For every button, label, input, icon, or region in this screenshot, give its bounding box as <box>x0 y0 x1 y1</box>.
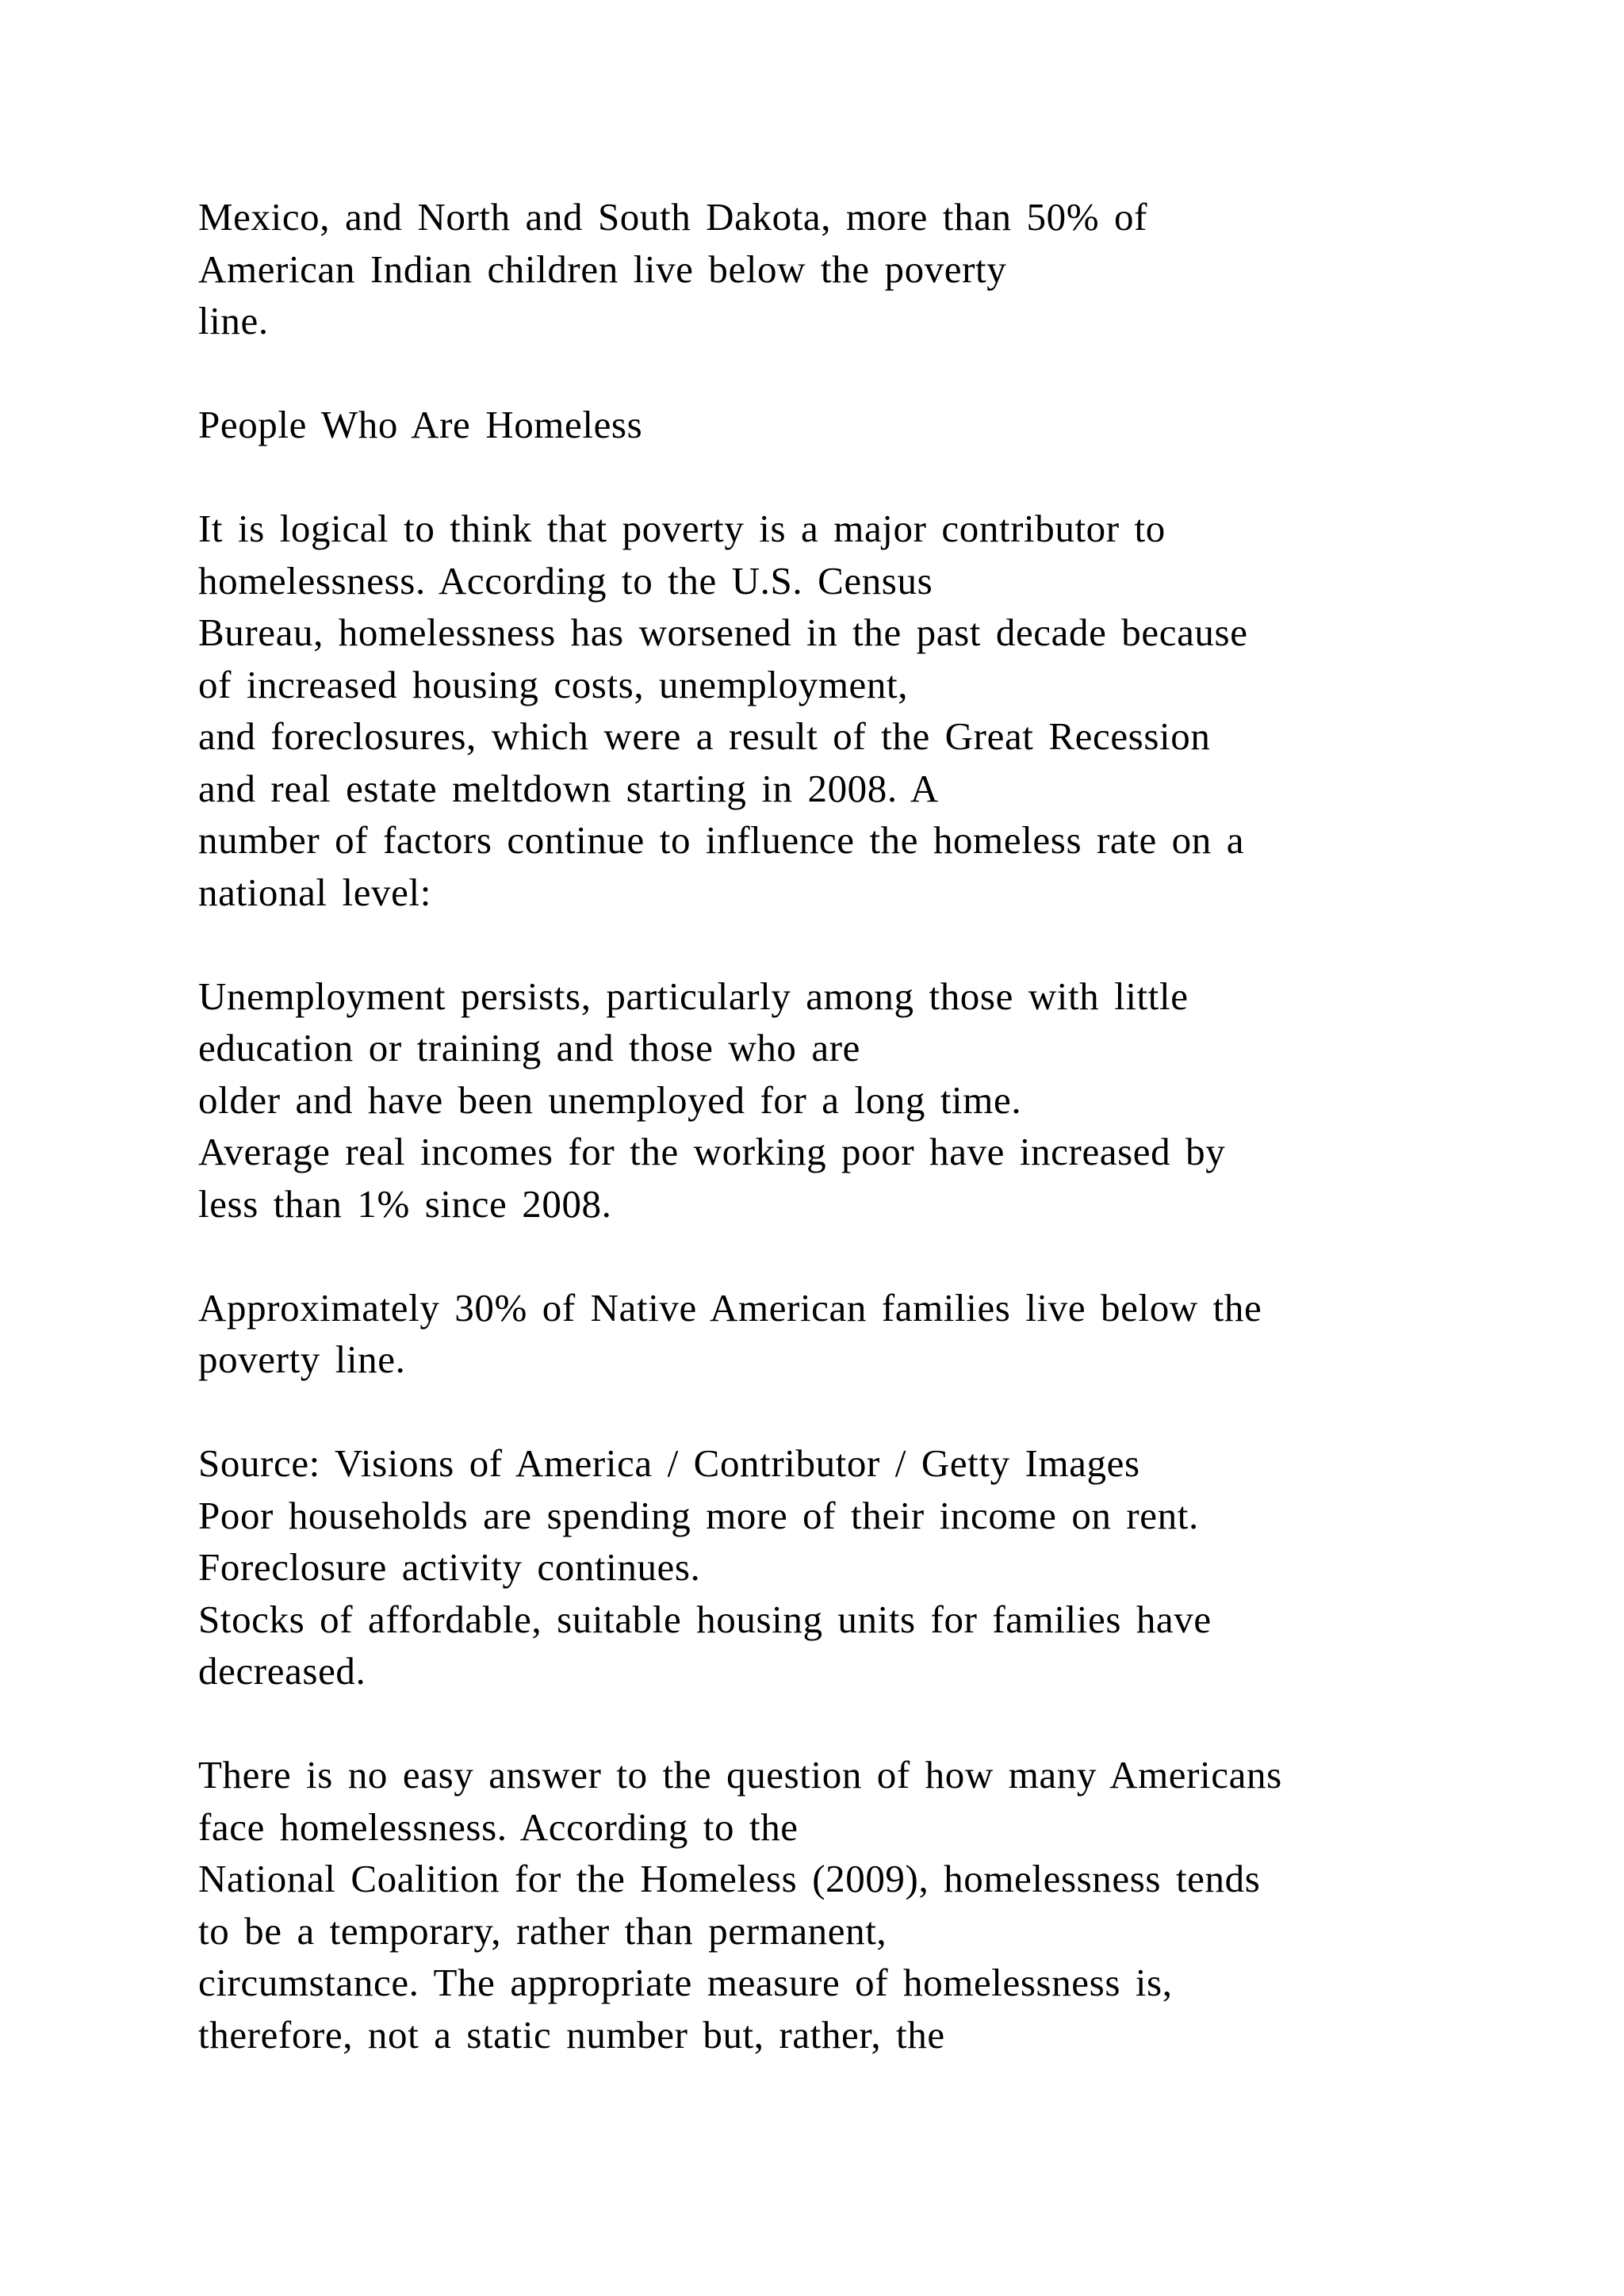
paragraph <box>198 503 1507 918</box>
text-line: less than 1% since 2008. <box>198 1181 612 1226</box>
paragraph <box>198 191 1507 347</box>
text-line: Mexico, and North and South Dakota, more than 50% of <box>198 195 1147 239</box>
text-line: Average real incomes for the working poor have increased by <box>198 1130 1226 1173</box>
text-line: of increased housing costs, unemployment, <box>198 662 909 706</box>
text-line: Source: Visions of America / Contributor / Getty Images <box>198 1441 1140 1485</box>
paragraph-spacer <box>198 1230 1507 1282</box>
text-line: Poor households are spending more of their income on rent. <box>198 1493 1199 1537</box>
text-line: and foreclosures, which were a result of the Great Recession <box>198 714 1211 758</box>
text-line: national level: <box>198 870 431 914</box>
text-line: face homelessness. According to the <box>198 1804 799 1849</box>
document-body <box>198 191 1507 2061</box>
text-line: American Indian children live below the poverty <box>198 247 1007 291</box>
paragraph-spacer <box>198 1697 1507 1750</box>
paragraph-spacer <box>198 347 1507 400</box>
text-line: homelessness. According to the U.S. Census <box>198 558 933 603</box>
paragraph-spacer <box>198 451 1507 503</box>
paragraph <box>198 1749 1507 2061</box>
text-line: Approximately 30% of Native American families live below the <box>198 1285 1262 1330</box>
paragraph-spacer <box>198 1386 1507 1438</box>
text-line: Bureau, homelessness has worsened in the past decade because <box>198 610 1248 654</box>
text-line: older and have been unemployed for a long time. <box>198 1077 1022 1122</box>
text-line: decreased. <box>198 1649 366 1693</box>
text-line: poverty line. <box>198 1337 406 1381</box>
heading-line: People Who Are Homeless <box>198 403 643 446</box>
text-line: It is logical to think that poverty is a major contributor to <box>198 507 1166 550</box>
text-line: Stocks of affordable, suitable housing units for families have <box>198 1597 1212 1641</box>
text-line: National Coalition for the Homeless (2009), homelessness tends <box>198 1857 1261 1900</box>
text-line: education or training and those who are <box>198 1026 860 1070</box>
text-line: therefore, not a static number but, rather, the <box>198 2012 945 2057</box>
text-line: and real estate meltdown starting in 2008. A <box>198 766 939 810</box>
section-heading <box>198 399 1507 451</box>
text-line: circumstance. The appropriate measure of homelessness is, <box>198 1961 1173 2004</box>
paragraph <box>198 970 1507 1230</box>
text-line: line. <box>198 299 269 342</box>
text-line: Unemployment persists, particularly among those with little <box>198 974 1189 1018</box>
text-line: There is no easy answer to the question of how many Americans <box>198 1753 1282 1797</box>
text-line: number of factors continue to influence the homeless rate on a <box>198 818 1245 862</box>
paragraph <box>198 1282 1507 1386</box>
text-line: Foreclosure activity continues. <box>198 1545 701 1589</box>
paragraph-spacer <box>198 918 1507 970</box>
text-line: to be a temporary, rather than permanent, <box>198 1908 887 1953</box>
paragraph <box>198 1437 1507 1697</box>
